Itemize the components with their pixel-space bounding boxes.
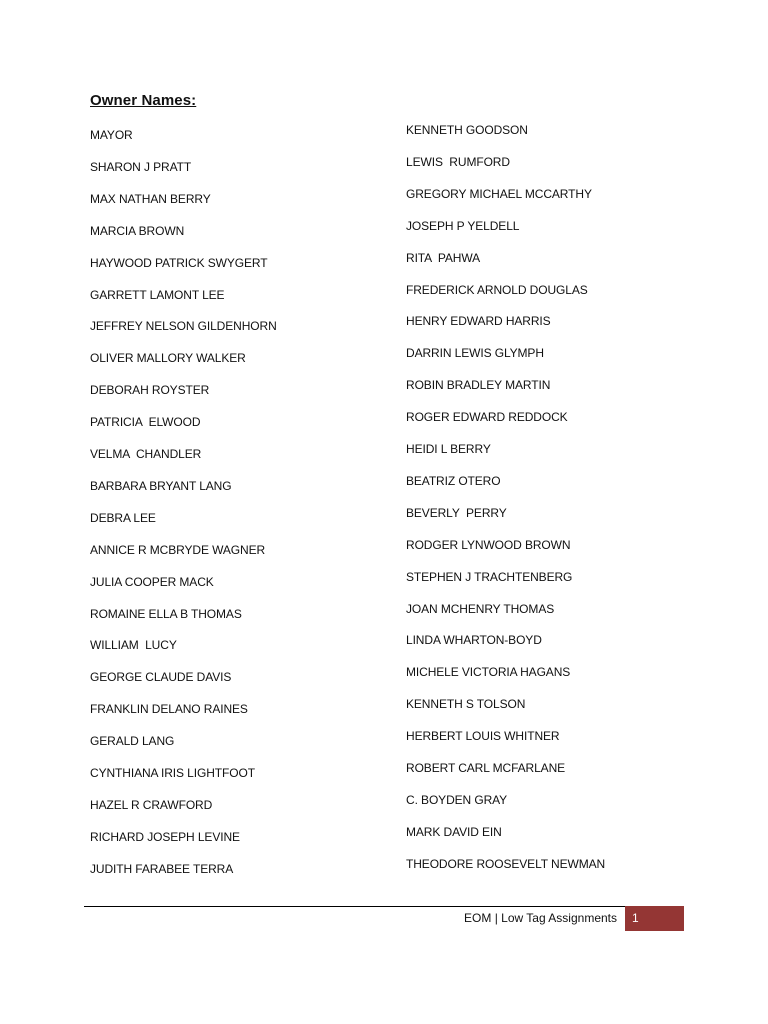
- page-title: Owner Names:: [90, 92, 197, 109]
- owner-name: OLIVER MALLORY WALKER: [90, 351, 246, 366]
- owner-name: BEVERLY PERRY: [406, 505, 507, 520]
- owner-name: ROBIN BRADLEY MARTIN: [406, 378, 551, 393]
- owner-name: THEODORE ROOSEVELT NEWMAN: [406, 856, 606, 871]
- page-number-box: [625, 906, 684, 931]
- owner-name: SHARON J PRATT: [90, 159, 192, 174]
- owner-name: LEWIS RUMFORD: [406, 154, 510, 169]
- owner-name: HERBERT LOUIS WHITNER: [406, 729, 560, 744]
- owner-name: GEORGE CLAUDE DAVIS: [90, 670, 232, 685]
- owner-name: ROBERT CARL MCFARLANE: [406, 761, 566, 775]
- owner-name: ROMAINE ELLA B THOMAS: [90, 606, 242, 621]
- owner-name: ANNICE R MCBRYDE WAGNER: [90, 542, 266, 557]
- owner-name: FREDERICK ARNOLD DOUGLAS: [406, 282, 588, 297]
- owner-name: BEATRIZ OTERO: [406, 473, 501, 488]
- owner-name: RODGER LYNWOOD BROWN: [406, 537, 571, 552]
- owner-name: GERALD LANG: [90, 734, 175, 749]
- owner-name: BARBARA BRYANT LANG: [90, 478, 232, 493]
- owner-name: JUDITH FARABEE TERRA: [90, 861, 234, 876]
- owner-name: LINDA WHARTON-BOYD: [406, 633, 542, 648]
- owner-name: JULIA COOPER MACK: [90, 574, 214, 589]
- owner-name: KENNETH S TOLSON: [406, 697, 526, 712]
- owner-name: MAX NATHAN BERRY: [90, 191, 211, 206]
- owner-name: ROGER EDWARD REDDOCK: [406, 410, 568, 425]
- owner-name: PATRICIA ELWOOD: [90, 415, 201, 430]
- owner-name: GREGORY MICHAEL MCCARTHY: [406, 186, 592, 201]
- owner-name: KENNETH GOODSON: [406, 123, 528, 137]
- owner-name: DEBRA LEE: [90, 510, 156, 525]
- footer-divider: [84, 906, 684, 907]
- owner-name: RITA PAHWA: [406, 250, 481, 265]
- owner-name: JOSEPH P YELDELL: [406, 218, 520, 233]
- owner-name: C. BOYDEN GRAY: [406, 792, 508, 807]
- owner-name: MAYOR: [90, 128, 133, 142]
- owner-name: MARCIA BROWN: [90, 223, 185, 238]
- page-number: 1: [632, 911, 639, 925]
- owner-name: VELMA CHANDLER: [90, 447, 202, 461]
- owner-name: DEBORAH ROYSTER: [90, 383, 210, 398]
- owner-name: MICHELE VICTORIA HAGANS: [406, 665, 571, 680]
- owner-name: MARK DAVID EIN: [406, 824, 502, 839]
- owner-name: JOAN MCHENRY THOMAS: [406, 601, 555, 616]
- owner-name: DARRIN LEWIS GLYMPH: [406, 346, 544, 361]
- owner-name: CYNTHIANA IRIS LIGHTFOOT: [90, 766, 255, 780]
- owner-name: RICHARD JOSEPH LEVINE: [90, 829, 240, 844]
- owner-name: FRANKLIN DELANO RAINES: [90, 702, 248, 717]
- owner-name: WILLIAM LUCY: [90, 638, 177, 653]
- owner-name: HAZEL R CRAWFORD: [90, 797, 213, 812]
- footer-title: EOM | Low Tag Assignments: [464, 911, 617, 925]
- owner-name: HAYWOOD PATRICK SWYGERT: [90, 255, 268, 270]
- owner-name: STEPHEN J TRACHTENBERG: [406, 569, 573, 584]
- owner-name: JEFFREY NELSON GILDENHORN: [90, 319, 277, 334]
- owner-name: GARRETT LAMONT LEE: [90, 287, 225, 302]
- owner-name: HENRY EDWARD HARRIS: [406, 314, 551, 329]
- owner-name: HEIDI L BERRY: [406, 442, 491, 456]
